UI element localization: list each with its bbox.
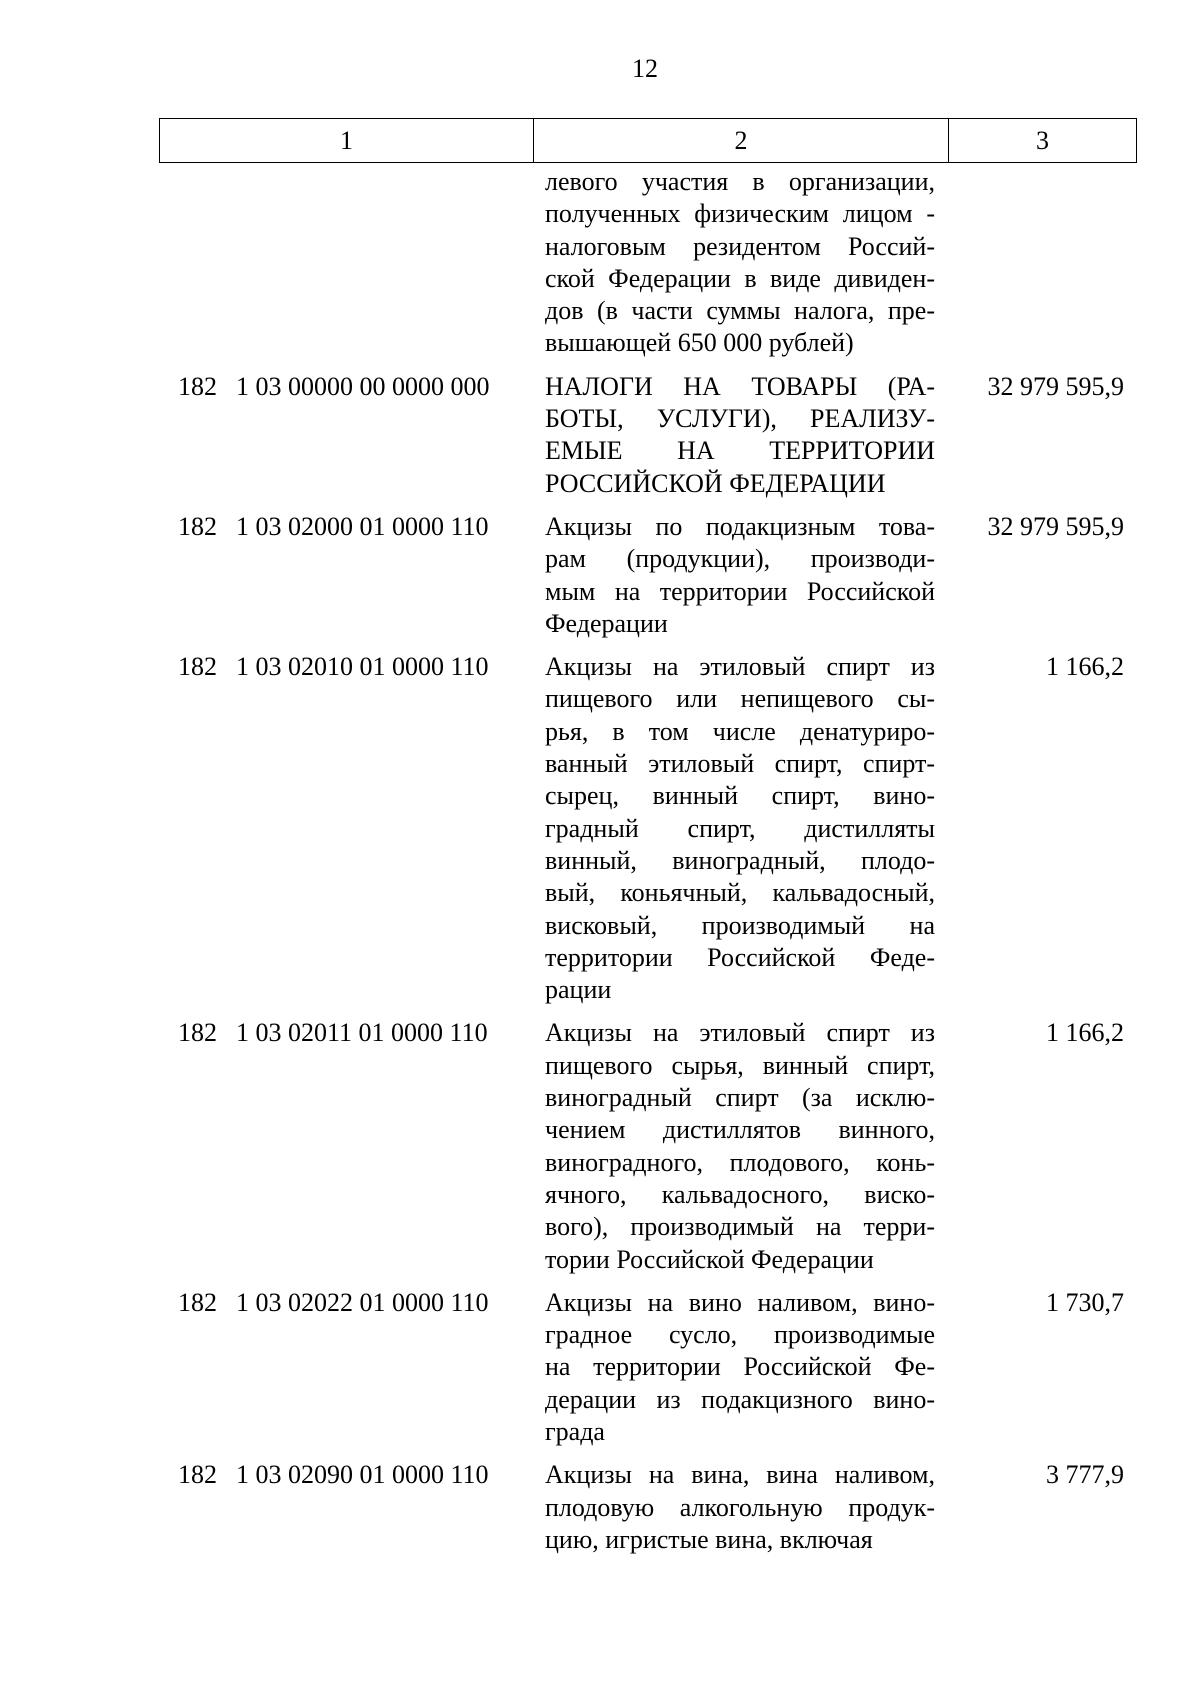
revenue-name-line: рации [545,975,612,1005]
budget-classification-code-cell: 1 03 00000 00 0000 000 [236,371,490,401]
budget-table-body [159,166,1137,1567]
revenue-name-line: вого), производимый на терри- [545,1212,935,1242]
budget-classification-code-cell [217,166,533,360]
revenue-name-line: винный, виноградный, плодо- [545,845,935,875]
revenue-name-line: налоговым резидентом Россий- [545,231,935,261]
revenue-name-cell [533,371,948,500]
revenue-name-line: РОССИЙСКОЙ ФЕДЕРАЦИИ [545,468,886,498]
revenue-name-line: левого участия в организации, [545,167,935,196]
revenue-name-line: Федерации [545,608,668,638]
table-row [159,166,1137,360]
revenue-name-line: Акцизы по подакцизным това- [545,511,935,541]
table-column-header [159,118,1137,163]
column-header-1: 1 [160,119,534,162]
revenue-name-line: Акцизы на этиловый спирт из [545,652,935,682]
revenue-name-line: сырец, винный спирт, вино- [545,781,935,811]
revenue-name-line: Акцизы на вина, вина наливом, [545,1460,935,1490]
amount-cell: 1 166,2 [1046,652,1124,682]
revenue-name-line: пищевого сырья, винный спирт, [545,1050,935,1080]
admin-code-cell: 182 [178,652,217,682]
revenue-name-line: НАЛОГИ НА ТОВАРЫ (РА- [545,371,935,401]
revenue-name-line: ЕМЫЕ НА ТЕРРИТОРИИ [545,436,935,466]
revenue-name-line: на территории Российской Фе- [545,1352,935,1382]
revenue-name-cell [533,651,948,1006]
revenue-name-line: ванный этиловый спирт, спирт- [545,749,935,779]
revenue-name-line: вышающей 650 000 рублей) [545,328,854,358]
revenue-name-cell [533,1017,948,1275]
revenue-name-line: рья, в том числе денатуриро- [545,716,935,746]
revenue-name-line: пищевого или непищевого сы- [545,684,935,714]
revenue-name-line: Акцизы на вино наливом, вино- [545,1287,935,1317]
revenue-name-line: БОТЫ, УСЛУГИ), РЕАЛИЗУ- [545,404,935,434]
table-row [159,371,1137,500]
budget-classification-code-cell: 1 03 02010 01 0000 110 [236,652,489,682]
revenue-name-line: вый, коньячный, кальвадосный, [545,878,935,908]
budget-classification-code-cell: 1 03 02000 01 0000 110 [236,511,489,541]
revenue-name-line: территории Российской Феде- [545,942,935,972]
revenue-name-line: ячного, кальвадосного, виско- [545,1179,935,1209]
revenue-name-cell [533,166,948,360]
revenue-name-line: градное сусло, производимые [545,1320,935,1350]
revenue-name-line: плодовую алкогольную продук- [545,1492,935,1522]
admin-code-cell: 182 [178,1460,217,1490]
amount-cell: 3 777,9 [1046,1460,1124,1490]
table-row [159,1017,1137,1275]
budget-classification-code-cell: 1 03 02022 01 0000 110 [236,1287,489,1317]
admin-code-cell: 182 [178,1287,217,1317]
amount-cell: 1 730,7 [1046,1287,1124,1317]
revenue-name-line: тории Российской Федерации [545,1244,874,1274]
revenue-name-line: мым на территории Российской [545,576,935,606]
amount-cell: 32 979 595,9 [987,371,1124,401]
revenue-name-line: рам (продукции), производи- [545,544,935,574]
revenue-name-cell [533,1459,948,1556]
amount-cell: 1 166,2 [1046,1018,1124,1048]
revenue-name-cell [533,1287,948,1448]
revenue-name-line: виноградного, плодового, конь- [545,1147,935,1177]
revenue-name-line: чением дистиллятов винного, [545,1115,935,1145]
revenue-name-line: полученных физическим лицом - [545,199,935,229]
admin-code-cell [159,166,217,360]
revenue-name-line: висковый, производимый на [545,910,935,940]
column-header-2: 2 [534,119,949,162]
table-row [159,511,1137,640]
amount-cell: 32 979 595,9 [987,511,1124,541]
revenue-name-line: дерации из подакцизного вино- [545,1384,935,1414]
revenue-name-line: градный спирт, дистилляты [545,813,935,843]
revenue-name-line: Акцизы на этиловый спирт из [545,1018,935,1048]
table-row [159,1287,1137,1448]
page-number: 12 [632,54,658,83]
table-row [159,1459,1137,1556]
column-header-3: 3 [1036,125,1049,155]
revenue-name-line: цию, игристые вина, включая [545,1524,873,1554]
table-row [159,651,1137,1006]
revenue-name-line: града [545,1416,605,1446]
revenue-name-line: дов (в части суммы налога, пре- [545,296,935,326]
amount-cell [948,166,1137,360]
admin-code-cell: 182 [178,371,217,401]
budget-classification-code-cell: 1 03 02090 01 0000 110 [236,1460,489,1490]
admin-code-cell: 182 [178,511,217,541]
revenue-name-cell [533,511,948,640]
admin-code-cell: 182 [178,1018,217,1048]
revenue-name-line: виноградный спирт (за исклю- [545,1083,935,1113]
budget-classification-code-cell: 1 03 02011 01 0000 110 [236,1018,488,1048]
revenue-name-line: ской Федерации в виде дивиден- [545,263,935,293]
